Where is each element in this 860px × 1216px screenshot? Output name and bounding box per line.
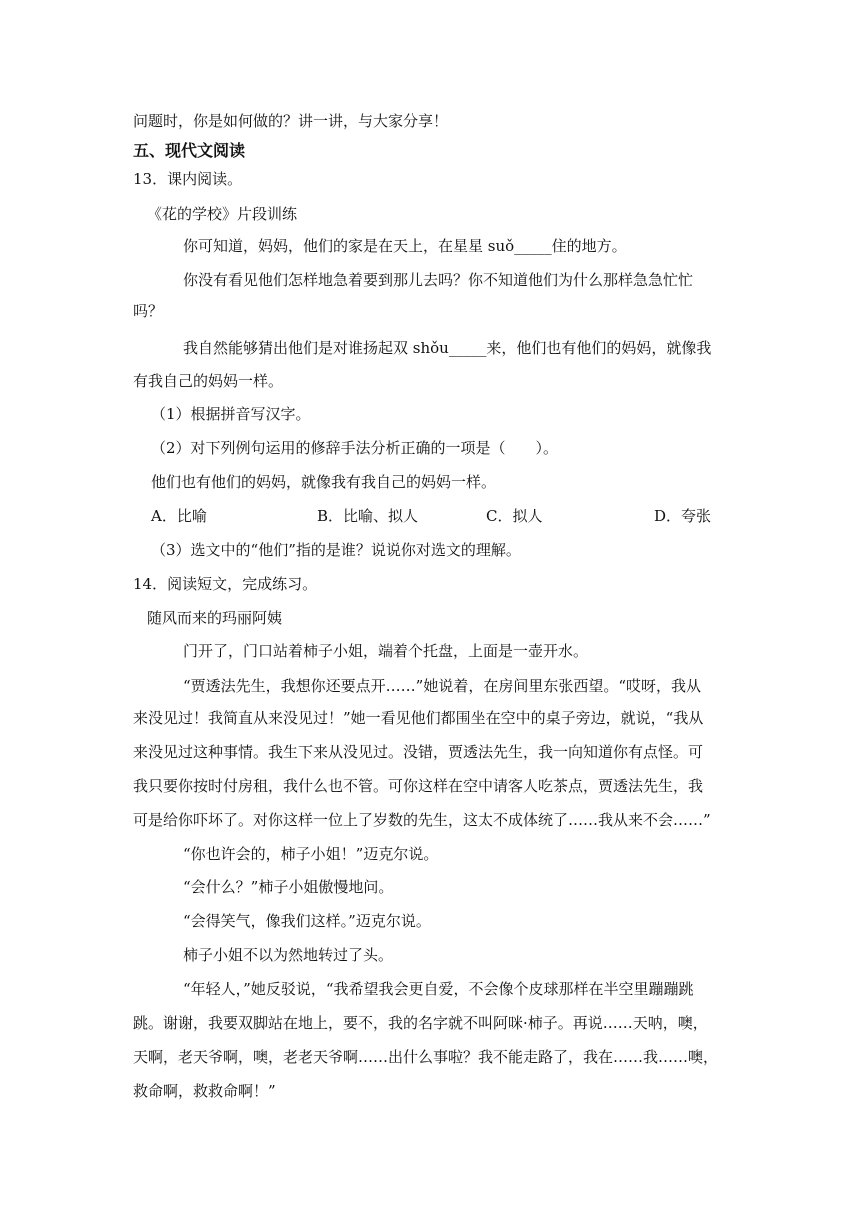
passage-1-line: 我自然能够猜出他们是对谁扬起双 shǒu_____来，他们也有他们的妈妈，就像我	[183, 339, 712, 357]
question-13-title: 13．课内阅读。	[133, 170, 243, 188]
passage-1-title: 《花的学校》片段训练	[147, 205, 298, 223]
passage-1-line: 你可知道，妈妈，他们的家是在天上，在星星 suǒ_____住的地方。	[183, 237, 627, 255]
option-a: A．比喻	[151, 507, 207, 525]
passage-1-line: 你没有看见他们怎样地急着要到那儿去吗？你不知道他们为什么那样急急忙忙	[183, 271, 694, 289]
option-c: C．拟人	[486, 507, 543, 525]
example-sentence: 他们也有他们的妈妈，就像我有我自己的妈妈一样。	[151, 473, 497, 491]
passage-2-line: 救命啊，救救命啊！”	[133, 1082, 276, 1100]
passage-2-line: “年轻人，”她反驳说，“我希望我会更自爱，不会像个皮球那样在半空里蹦蹦跳	[183, 980, 694, 998]
passage-2-line: 可是给你吓坏了。对你这样一位上了岁数的先生，这太不成体统了……我从来不会……”	[133, 811, 711, 829]
sub-question-1: （1）根据拼音写汉字。	[151, 405, 311, 423]
passage-2-line: “会得笑气，像我们这样。”迈克尔说。	[183, 912, 431, 930]
intro-continuation: 问题时，你是如何做的？讲一讲，与大家分享！	[133, 112, 449, 130]
sub-question-3: （3）选文中的“他们”指的是谁？说说你对选文的理解。	[151, 541, 521, 559]
passage-2-line: “你也许会的，柿子小姐！”迈克尔说。	[183, 845, 439, 863]
section-heading: 五、现代文阅读	[133, 141, 246, 160]
passage-2-line: 我只要你按时付房租，我什么也不管。可你这样在空中请客人吃茶点，贾透法先生，我	[133, 777, 704, 795]
option-b: B．比喻、拟人	[317, 507, 419, 525]
passage-2-line: 柿子小姐不以为然地转过了头。	[183, 946, 394, 964]
passage-2-line: “会什么？”柿子小姐傲慢地问。	[183, 878, 394, 896]
sub-question-2: （2）对下列例句运用的修辞手法分析正确的一项是（ ）。	[151, 439, 559, 457]
question-14-title: 14．阅读短文，完成练习。	[133, 575, 318, 593]
passage-2-line: 天啊，老天爷啊，噢，老老天爷啊……出什么事啦？我不能走路了，我在……我……噢，	[133, 1048, 719, 1066]
passage-1-line: 吗？	[133, 302, 164, 320]
passage-2-title: 随风而来的玛丽阿姨	[147, 609, 283, 627]
passage-2-line: 来没见过！我简直从来没见过！”她一看见他们都围坐在空中的桌子旁边，就说，“我从	[133, 709, 704, 727]
passage-2-line: 跳。谢谢，我要双脚站在地上，要不，我的名字就不叫阿咪·柿子。再说……天呐，噢，	[133, 1014, 708, 1032]
passage-2-line: 门开了，门口站着柿子小姐，端着个托盘，上面是一壶开水。	[183, 642, 589, 660]
passage-2-line: 来没见过这种事情。我生下来从没见过。没错，贾透法先生，我一向知道你有点怪。可	[133, 743, 704, 761]
option-d: D．夸张	[654, 507, 712, 525]
passage-1-line: 有我自己的妈妈一样。	[133, 372, 284, 390]
passage-2-line: “贾透法先生，我想你还要点开……”她说着，在房间里东张西望。“哎呀，我从	[183, 677, 702, 695]
